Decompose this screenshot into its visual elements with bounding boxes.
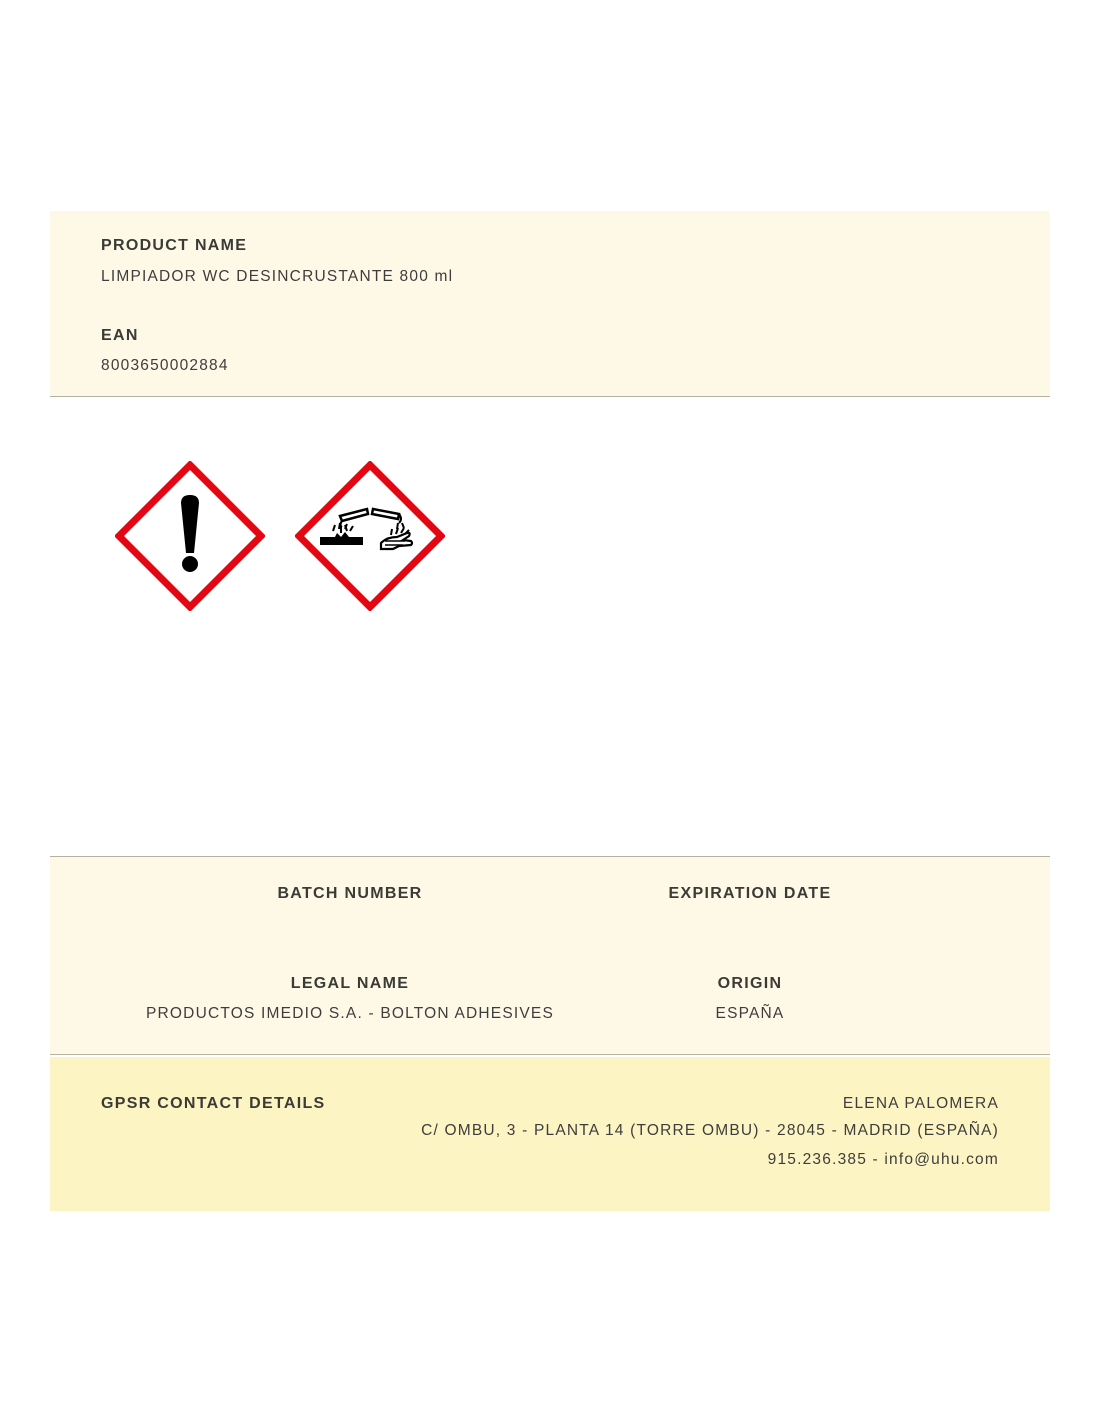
ean-value: 8003650002884 (101, 357, 229, 374)
corrosive-hazard-icon (295, 461, 445, 611)
expiration-date-label: EXPIRATION DATE (668, 885, 832, 902)
exclamation-mark-hazard-icon (115, 461, 265, 611)
gpsr-contact-label: GPSR CONTACT DETAILS (101, 1095, 326, 1112)
product-name-value: LIMPIADOR WC DESINCRUSTANTE 800 ml (101, 268, 454, 285)
contact-phone-email: 915.236.385 - info@uhu.com (767, 1151, 999, 1168)
ean-label: EAN (101, 327, 139, 344)
details-section (50, 856, 1050, 1055)
contact-name: ELENA PALOMERA (842, 1095, 999, 1112)
product-section (50, 211, 1050, 397)
product-name-label: PRODUCT NAME (101, 237, 248, 254)
origin-label: ORIGIN (717, 975, 783, 992)
contact-address: C/ OMBU, 3 - PLANTA 14 (TORRE OMBU) - 28045 - MADRID (ESPAÑA) (421, 1122, 999, 1139)
gpsr-contact-section (50, 1057, 1050, 1211)
legal-name-label: LEGAL NAME (290, 975, 410, 992)
batch-number-label: BATCH NUMBER (277, 885, 423, 902)
legal-name-value: PRODUCTOS IMEDIO S.A. - BOLTON ADHESIVES (145, 1005, 555, 1022)
origin-value: ESPAÑA (715, 1005, 785, 1022)
